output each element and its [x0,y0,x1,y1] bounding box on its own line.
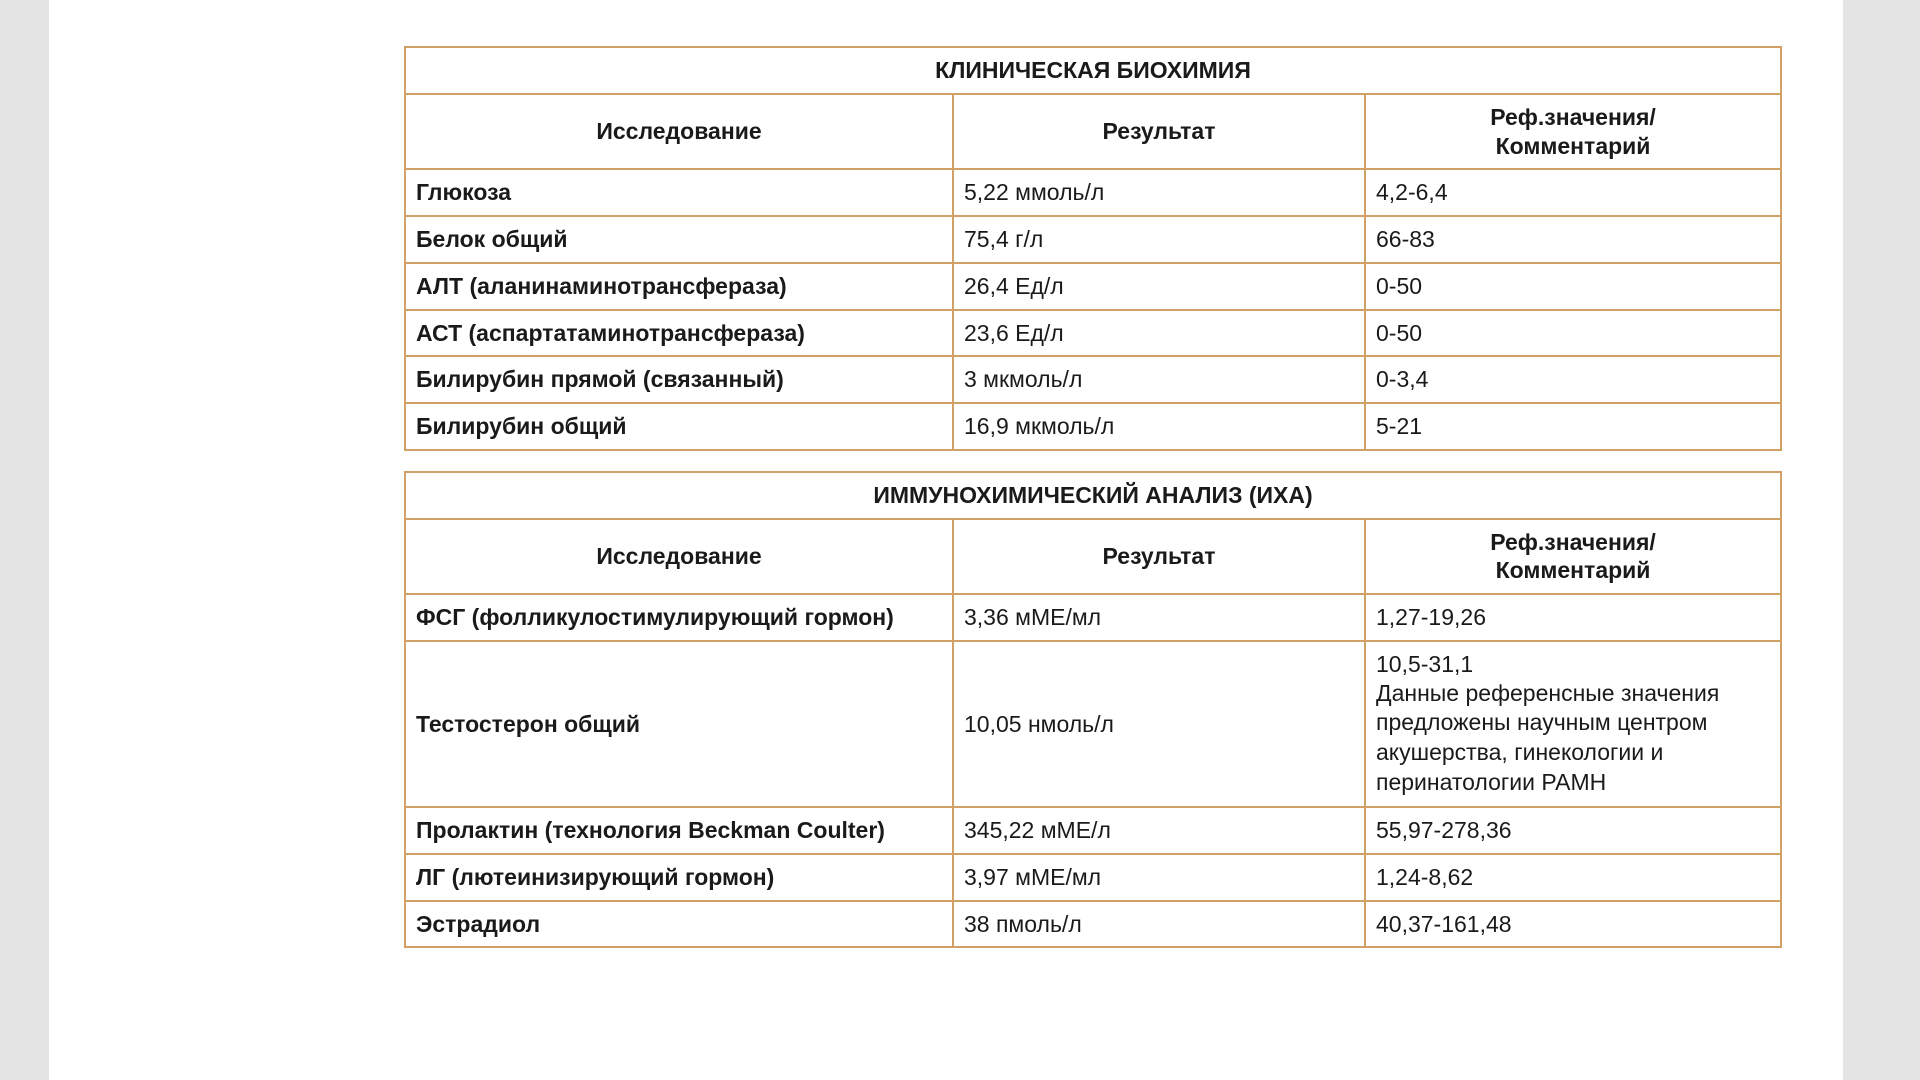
result-cell: 23,6 Ед/л [953,310,1365,357]
ref-cell: 1,24-8,62 [1365,854,1781,901]
table-row [405,901,1781,948]
column-header-ref [1365,519,1781,595]
ref-cell: 66-83 [1365,216,1781,263]
ref-range: 10,5-31,1 [1376,650,1474,677]
ref-cell: 40,37-161,48 [1365,901,1781,948]
table-row [405,403,1781,450]
result-cell: 345,22 мМЕ/л [953,807,1365,854]
table-row [405,310,1781,357]
ref-cell: 1,27-19,26 [1365,594,1781,641]
table-title: КЛИНИЧЕСКАЯ БИОХИМИЯ [405,47,1781,94]
table-title-row [405,47,1781,94]
immunoassay-table [404,471,1782,949]
ref-cell: 0-50 [1365,263,1781,310]
result-cell: 75,4 г/л [953,216,1365,263]
column-header-result: Результат [953,519,1365,595]
lab-report-content [404,46,1780,948]
table-row [405,807,1781,854]
table-row [405,216,1781,263]
test-name-cell: Билирубин общий [405,403,953,450]
result-cell: 5,22 ммоль/л [953,169,1365,216]
ref-cell: 0-3,4 [1365,356,1781,403]
ref-cell: 5-21 [1365,403,1781,450]
test-name-cell: ЛГ (лютеинизирующий гормон) [405,854,953,901]
column-header-result: Результат [953,94,1365,170]
document-page [49,0,1843,1080]
table-row [405,263,1781,310]
ref-comment: Данные референсные значения предложены научным центром акушерства, гинекологии и перинатологии РАМН [1376,679,1720,796]
table-row [405,169,1781,216]
column-header-ref-line2: Комментарий [1495,557,1651,584]
table-title-row [405,472,1781,519]
table-title: ИММУНОХИМИЧЕСКИЙ АНАЛИЗ (ИХА) [405,472,1781,519]
test-name-cell: Эстрадиол [405,901,953,948]
biochemistry-table [404,46,1782,451]
test-name-cell: АСТ (аспартатаминотрансфераза) [405,310,953,357]
test-name-cell: АЛТ (аланинаминотрансфераза) [405,263,953,310]
test-name-cell: ФСГ (фолликулостимулирующий гормон) [405,594,953,641]
result-cell: 38 пмоль/л [953,901,1365,948]
ref-cell: 0-50 [1365,310,1781,357]
result-cell: 26,4 Ед/л [953,263,1365,310]
column-header-ref-line1: Реф.значения/ [1490,103,1656,130]
result-cell: 16,9 мкмоль/л [953,403,1365,450]
test-name-cell: Тестостерон общий [405,641,953,807]
table-row [405,594,1781,641]
result-cell: 3,36 мМЕ/мл [953,594,1365,641]
table-header-row [405,519,1781,595]
ref-cell: 55,97-278,36 [1365,807,1781,854]
ref-cell [1365,641,1781,807]
column-header-ref [1365,94,1781,170]
result-cell: 3,97 мМЕ/мл [953,854,1365,901]
table-row [405,641,1781,807]
result-cell: 3 мкмоль/л [953,356,1365,403]
result-cell: 10,05 нмоль/л [953,641,1365,807]
column-header-test: Исследование [405,519,953,595]
test-name-cell: Пролактин (технология Beckman Coulter) [405,807,953,854]
table-row [405,356,1781,403]
column-header-ref-line2: Комментарий [1495,132,1651,159]
test-name-cell: Белок общий [405,216,953,263]
column-header-ref-line1: Реф.значения/ [1490,528,1656,555]
test-name-cell: Глюкоза [405,169,953,216]
table-row [405,854,1781,901]
table-header-row [405,94,1781,170]
ref-cell: 4,2-6,4 [1365,169,1781,216]
column-header-test: Исследование [405,94,953,170]
test-name-cell: Билирубин прямой (связанный) [405,356,953,403]
